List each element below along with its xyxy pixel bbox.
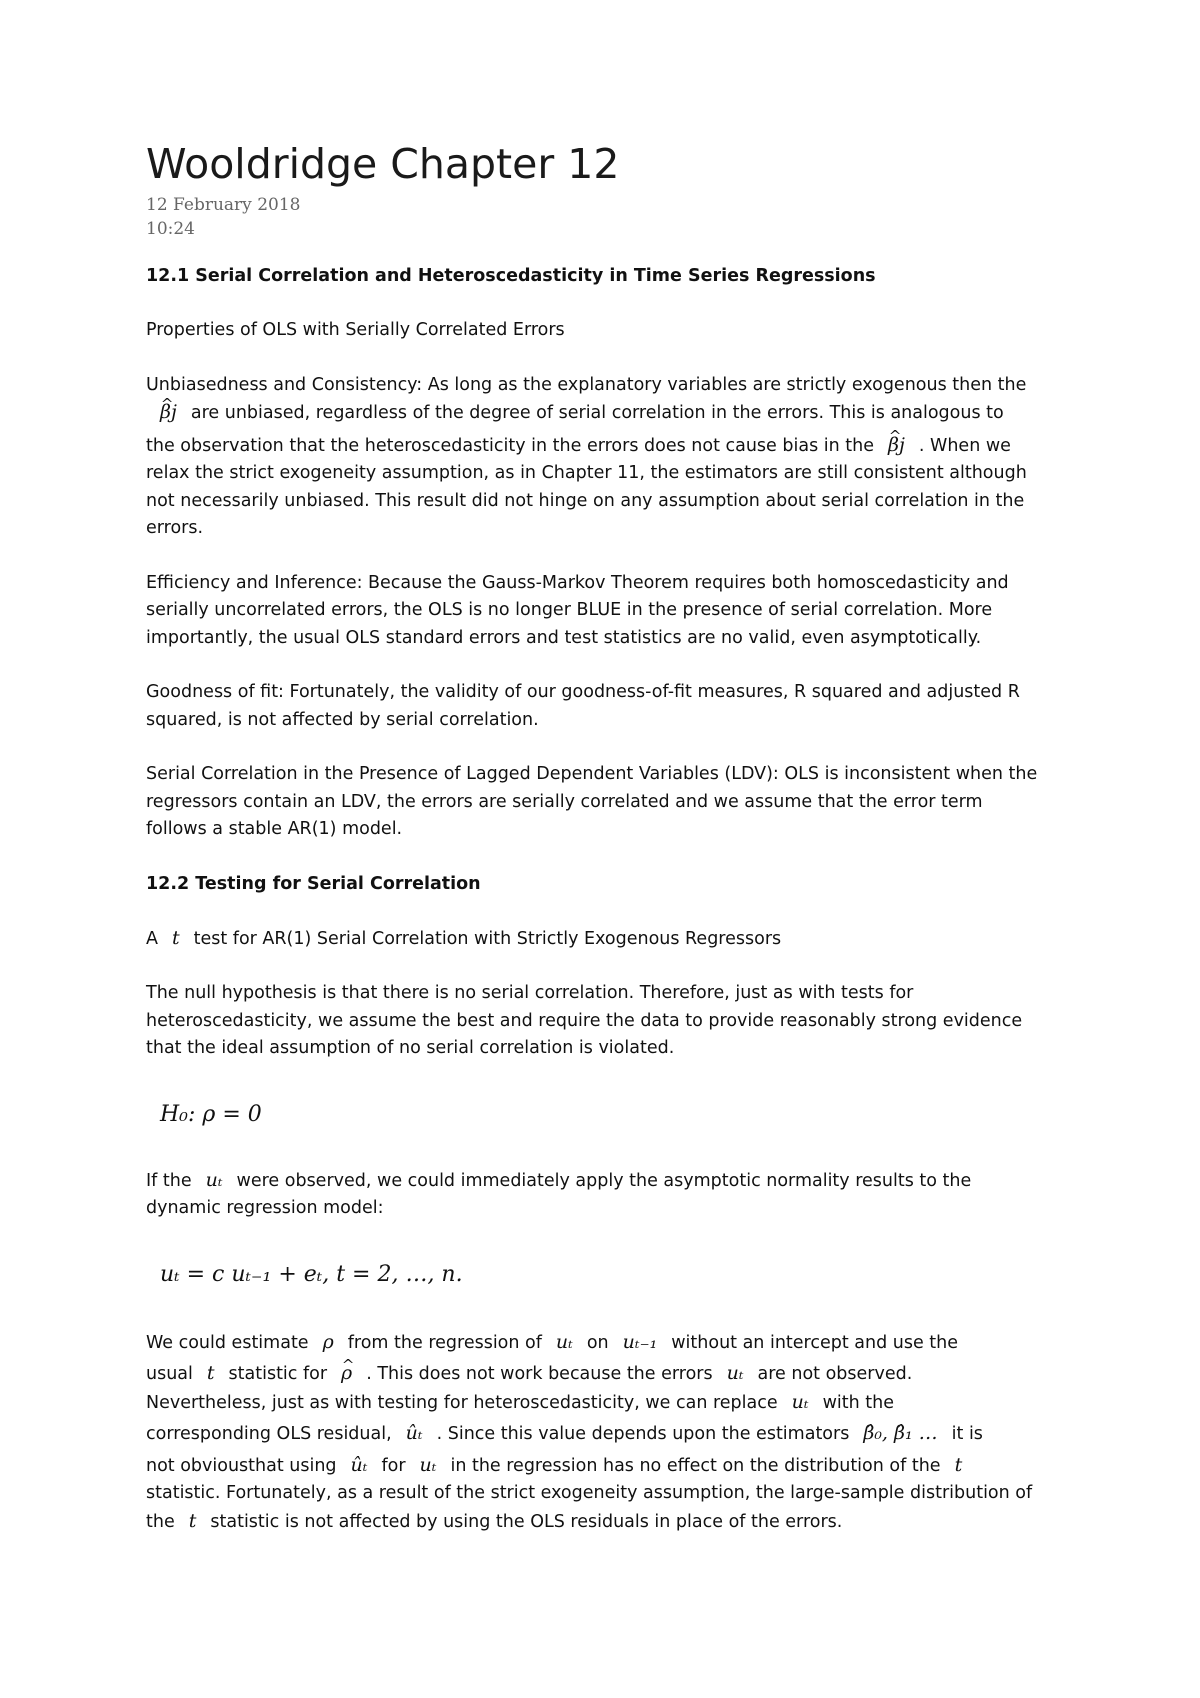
text-line xyxy=(146,399,1086,428)
text-line: Unbiasedness and Consistency: As long as the explanatory variables are strictly exogenous then the xyxy=(146,374,1027,395)
paragraph-unbiasedness xyxy=(146,372,1086,543)
text-line xyxy=(146,1389,1086,1418)
u-hat-t-symbol: ûₜ xyxy=(350,1453,368,1476)
text-line: serially uncorrelated errors, the OLS is no longer BLUE in the presence of serial correlation. More xyxy=(146,600,993,621)
paragraph-ldv xyxy=(146,761,1086,844)
u-t-minus-1-symbol: uₜ₋₁ xyxy=(622,1330,658,1353)
paragraph-null-hypothesis xyxy=(146,980,1086,1063)
text-span: without an intercept and use the xyxy=(671,1332,959,1353)
text-span: statistic is not affected by using the OLS residuals in place of the errors. xyxy=(210,1511,843,1532)
u-t-symbol: uₜ xyxy=(726,1362,744,1385)
text-span: We could estimate xyxy=(146,1332,309,1353)
subsection-heading-properties: Properties of OLS with Serially Correlated Errors xyxy=(146,320,565,341)
rho-symbol: ρ xyxy=(322,1330,334,1353)
text-line: the observation that the heteroscedasticity in the errors does not cause bias in the^ βj . When we xyxy=(146,432,1086,461)
text-span: not obviousthat using xyxy=(146,1455,337,1476)
text-span: are unbiased, regardless of the degree of serial correlation in the errors. This is analogous to xyxy=(190,403,1004,424)
text-line: Goodness of fit: Fortunately, the validity of our goodness-of-fit measures, R squared and adjusted R xyxy=(146,682,1020,703)
text-span: in the regression has no effect on the distribution of the xyxy=(450,1455,941,1476)
text-span: the observation that the heteroscedasticity in the errors does not cause bias in the xyxy=(146,435,874,456)
text-line: that the ideal assumption of no serial correlation is violated. xyxy=(146,1038,675,1059)
text-line: importantly, the usual OLS standard errors and test statistics are no valid, even asymptotically. xyxy=(146,627,982,648)
text-line: errors. xyxy=(146,518,204,539)
equation-null-hypothesis: H₀: ρ = 0 xyxy=(160,1101,262,1127)
text-span: usual xyxy=(146,1364,193,1385)
paragraph-efficiency xyxy=(146,570,1086,653)
u-t-symbol: uₜ xyxy=(419,1453,437,1476)
rho-hat-symbol: ^ ρ xyxy=(341,1360,352,1388)
text-line: squared, is not affected by serial correlation. xyxy=(146,709,539,730)
note-date: 12 February 2018 xyxy=(146,195,301,216)
text-line xyxy=(146,1452,1086,1481)
text-span: corresponding OLS residual, xyxy=(146,1424,392,1445)
u-t-symbol: uₜ xyxy=(555,1330,573,1353)
page-content xyxy=(146,140,1086,1536)
text-line: Serial Correlation in the Presence of Lagged Dependent Variables (LDV): OLS is inconsistent when the xyxy=(146,764,1038,785)
text-line: not necessarily unbiased. This result did not hinge on any assumption about serial correlation in the xyxy=(146,490,1025,511)
text-span: from the regression of xyxy=(347,1332,542,1353)
text-line: Efficiency and Inference: Because the Gauss-Markov Theorem requires both homoscedasticity and xyxy=(146,572,1009,593)
text-line: corresponding OLS residual, ûₜ . Since this value depends upon the estimators β̂₀, β̂₁ … it is xyxy=(146,1422,983,1445)
text-span: are not observed. xyxy=(757,1364,913,1385)
text-line: statistic. Fortunately, as a result of the strict exogeneity assumption, the large-sample distribution of xyxy=(146,1483,1033,1504)
text-span: Nevertheless, just as with testing for heteroscedasticity, we can replace xyxy=(146,1392,778,1413)
text-line xyxy=(146,1508,1086,1537)
subsection-heading-t-test xyxy=(146,925,1086,954)
text-line: relax the strict exogeneity assumption, as in Chapter 11, the estimators are still consistent although xyxy=(146,463,1027,484)
text-line: regressors contain an LDV, the errors are serially correlated and we assume that the error term xyxy=(146,791,983,812)
t-symbol: t xyxy=(188,1509,197,1532)
t-symbol: t xyxy=(206,1362,215,1385)
text-span: on xyxy=(586,1332,609,1353)
beta-j-hat-symbol: ^ βj xyxy=(160,399,177,427)
paragraph-goodness-of-fit xyxy=(146,679,1086,734)
text-line xyxy=(146,1329,1086,1358)
beta-hats-symbol: β̂₀, β̂₁ … xyxy=(863,1422,938,1445)
paragraph-observed-errors xyxy=(146,1167,1086,1223)
text-span: statistic for xyxy=(228,1364,328,1385)
text-span: it is xyxy=(951,1424,983,1445)
text-span: If the xyxy=(146,1170,192,1191)
text-line: The null hypothesis is that there is no serial correlation. Therefore, just as with tests for xyxy=(146,983,914,1004)
text-line xyxy=(146,1360,1086,1389)
text-span: were observed, we could immediately apply the asymptotic normality results to the xyxy=(236,1170,972,1191)
text-span: the xyxy=(146,1511,175,1532)
paragraph-estimation xyxy=(146,1329,1086,1537)
section-heading-12-1: 12.1 Serial Correlation and Heteroscedasticity in Time Series Regressions xyxy=(146,266,876,287)
text-span: test for AR(1) Serial Correlation with Strictly Exogenous Regressors xyxy=(193,928,782,949)
text-span: Since this value depends upon the estimators xyxy=(447,1424,850,1445)
t-symbol: t xyxy=(171,926,180,949)
text-span: A xyxy=(146,928,158,949)
text-span: When we xyxy=(930,435,1011,456)
text-line: heteroscedasticity, we assume the best and require the data to provide reasonably strong evidence xyxy=(146,1010,1023,1031)
text-span: . This does not work because the errors xyxy=(366,1364,713,1385)
u-t-symbol: uₜ xyxy=(791,1390,809,1413)
section-heading-12-2: 12.2 Testing for Serial Correlation xyxy=(146,873,481,894)
text-line: follows a stable AR(1) model. xyxy=(146,819,403,840)
u-t-symbol: uₜ xyxy=(205,1168,223,1191)
t-symbol: t xyxy=(954,1453,963,1476)
u-hat-t-symbol: ûₜ xyxy=(405,1422,423,1445)
text-line: dynamic regression model: xyxy=(146,1198,384,1219)
text-line xyxy=(146,1167,1086,1196)
page-title: Wooldridge Chapter 12 xyxy=(146,140,620,188)
note-time: 10:24 xyxy=(146,219,195,240)
text-span: with the xyxy=(822,1392,894,1413)
beta-j-hat-symbol: ^ βj xyxy=(888,432,905,460)
equation-ar1-model: uₜ = c uₜ₋₁ + eₜ, t = 2, …, n. xyxy=(160,1261,463,1287)
text-span: for xyxy=(381,1455,406,1476)
